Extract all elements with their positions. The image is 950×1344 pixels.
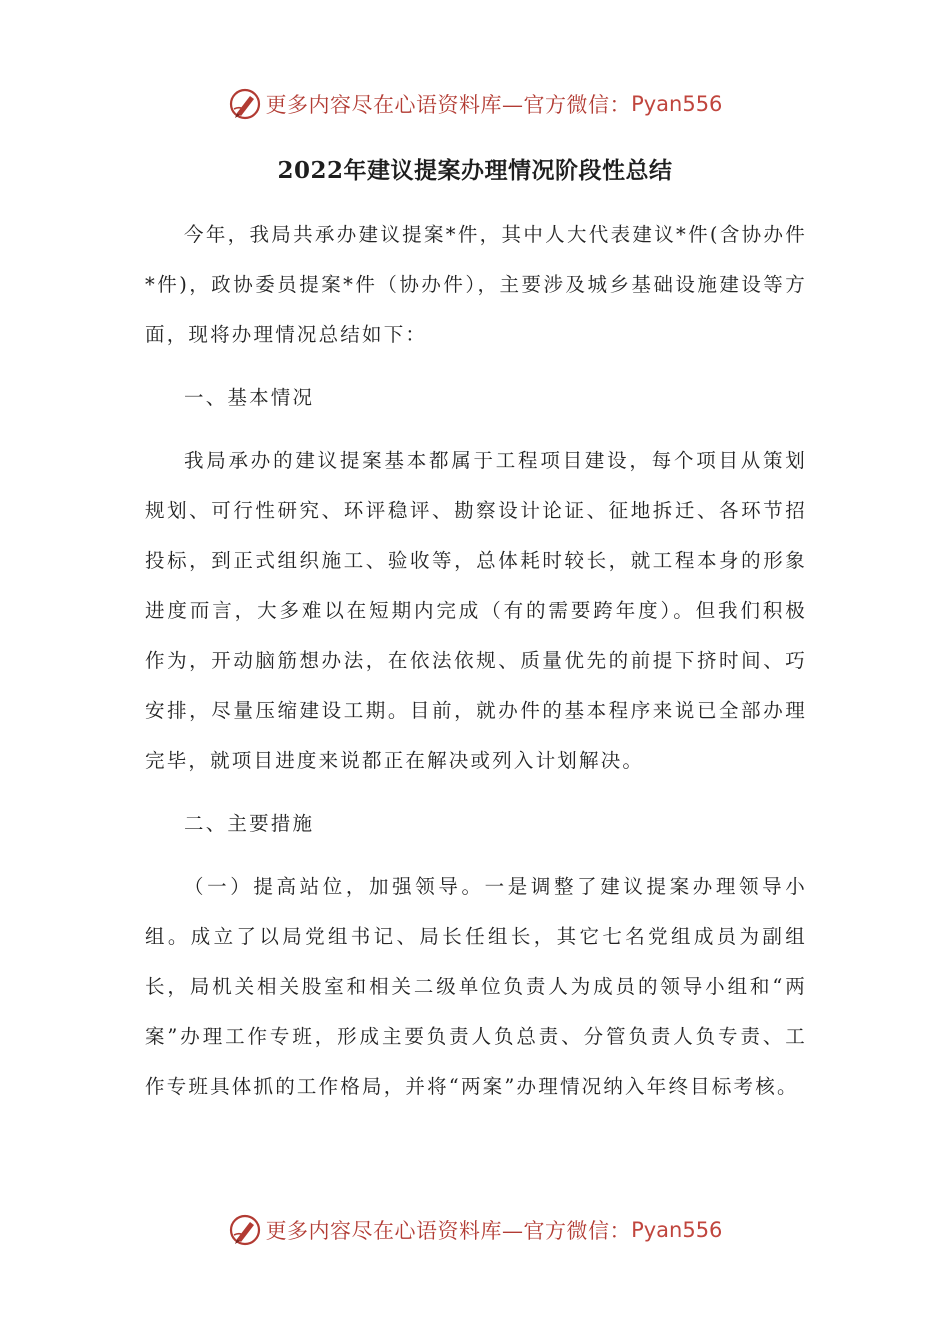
section-2-heading: 二、主要措施 xyxy=(184,812,315,835)
intro-paragraph: 今年，我局共承办建议提案*件，其中人大代表建议*件(含协办件*件)，政协委员提案*件（协办件），主要涉及城乡基础设施建设等方面，现将办理情况总结如下： xyxy=(145,223,807,346)
watermark-text: 更多内容尽在心语资料库—官方微信： xyxy=(265,1219,632,1243)
section-1-paragraph: 我局承办的建议提案基本都属于工程项目建设，每个项目从策划规划、可行性研究、环评稳评、勘察设计论证、征地拆迁、各环节招投标，到正式组织施工、验收等，总体耗时较长，就工程本身的形象进度而言，大多难以在短期内完成（有的需要跨年度）。但我们积极作为，开动脑筋想办法，在依法依规、质量优先的前提下挤时间、巧安排，尽量压缩建设工期。目前，就办件的基本程序来说已全部办理完毕，就项目进度来说都正在解决或列入计划解决。 xyxy=(145,449,807,772)
watermark-wechat-id: Pyan556 xyxy=(631,92,723,116)
watermark-text: 更多内容尽在心语资料库—官方微信： xyxy=(265,93,632,117)
document-title: 2022年建议提案办理情况阶段性总结 xyxy=(277,157,673,184)
watermark-banner-top xyxy=(0,82,950,126)
section-1-heading: 一、基本情况 xyxy=(184,386,315,409)
pen-logo-icon xyxy=(228,1213,262,1247)
document-body xyxy=(145,210,807,1125)
watermark-banner-bottom xyxy=(0,1208,950,1252)
watermark-wechat-id: Pyan556 xyxy=(631,1218,723,1242)
section-2-item-1-paragraph: （一）提高站位，加强领导。一是调整了建议提案办理领导小组。成立了以局党组书记、局长任组长，其它七名党组成员为副组长，局机关相关股室和相关二级单位负责人为成员的领导小组和“两案”办理工作专班，形成主要负责人负总责、分管负责人负专责、工作专班具体抓的工作格局，并将“两案”办理情况纳入年终目标考核。 xyxy=(145,875,807,1098)
pen-logo-icon xyxy=(228,87,262,121)
